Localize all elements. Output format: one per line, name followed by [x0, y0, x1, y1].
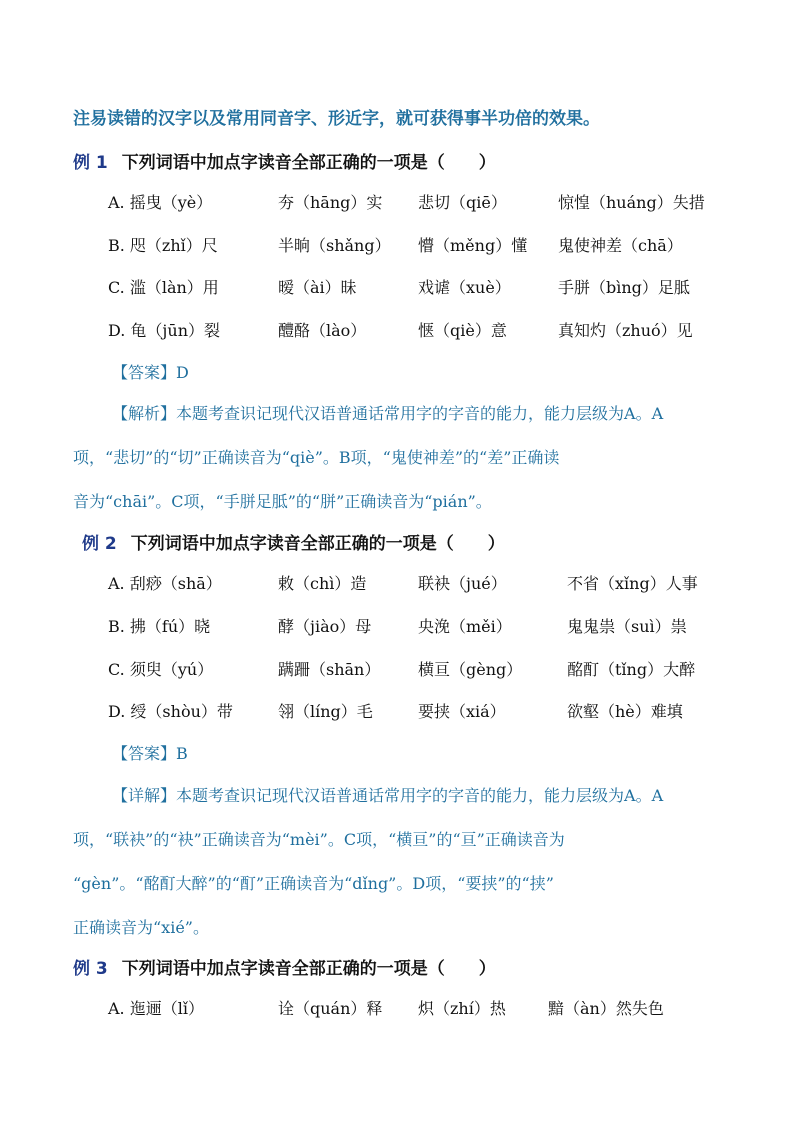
option-b-4: 鬼鬼祟（suì）祟 — [567, 617, 687, 636]
option-c-1: C. 滥（làn）用 — [108, 278, 219, 297]
explanation-text: 本题考查识记现代汉语普通话常用字的字音的能力，能力层级为A。A — [176, 404, 664, 423]
option-a-3: 炽（zhí）热 — [418, 999, 506, 1018]
explanation-line: 正确读音为“xié”。 — [73, 918, 209, 937]
option-b-2: 半晌（shǎng） — [278, 236, 391, 255]
option-b-4: 鬼使神差（chā） — [558, 236, 683, 255]
example-number: 例 3 — [73, 959, 108, 979]
option-c-4: 酩酊（tǐng）大醉 — [567, 660, 696, 679]
option-a-2: 诠（quán）释 — [278, 999, 383, 1018]
explanation-line: 音为“chāi”。C项，“手胼足胝”的“胼”正确读音为“pián”。 — [73, 492, 492, 511]
option-a-4: 黯（àn）然失色 — [548, 999, 664, 1018]
explanation-tag: 【详解】 — [112, 786, 177, 805]
answer-value: B — [176, 744, 188, 763]
option-a-2: 夯（hāng）实 — [278, 193, 383, 212]
option-b-3: 央浼（měi） — [418, 617, 512, 636]
option-a-3: 悲切（qiē） — [418, 193, 507, 212]
explanation-line — [73, 782, 663, 809]
option-d-4: 真知灼（zhuó）见 — [558, 321, 693, 340]
option-a-3: 联袂（jué） — [418, 574, 507, 593]
explanation — [73, 400, 663, 515]
option-c-4: 手胼（bìng）足胝 — [558, 278, 690, 297]
explanation-text: 本题考查识记现代汉语普通话常用字的字音的能力，能力层级为A。A — [176, 786, 664, 805]
explanation-line — [73, 400, 663, 427]
option-d-2: 翎（líng）毛 — [278, 702, 373, 721]
option-c-2: 暧（ài）昧 — [278, 278, 357, 297]
intro-text: 注易读错的汉字以及常用同音字、形近字，就可获得事半功倍的效果。 — [73, 109, 600, 129]
option-d-1: D. 龟（jūn）裂 — [108, 321, 221, 340]
option-d-3: 要挟（xiá） — [418, 702, 506, 721]
example-2-heading — [82, 529, 505, 554]
answer-tag: 【答案】 — [112, 744, 177, 763]
option-d-4: 欲壑（hè）难填 — [567, 702, 683, 721]
option-c-3: 戏谑（xuè） — [418, 278, 511, 297]
option-c-1: C. 须臾（yú） — [108, 660, 214, 679]
option-a-1: A. 刮痧（shā） — [108, 574, 222, 593]
example-number: 例 2 — [82, 534, 117, 554]
option-b-3: 懵（měng）懂 — [418, 236, 528, 255]
explanation-line: 项，“悲切”的“切”正确读音为“qiè”。B项，“鬼使神差”的“差”正确读 — [73, 448, 560, 467]
explanation-line: “gèn”。“酩酊大醉”的“酊”正确读音为“dǐng”。D项，“要挟”的“挟” — [73, 874, 554, 893]
option-d-3: 惬（qiè）意 — [418, 321, 507, 340]
option-a-1: A. 迤逦（lǐ） — [108, 999, 204, 1018]
question-text: 下列词语中加点字读音全部正确的一项是（ ） — [130, 534, 505, 554]
option-a-2: 敕（chì）造 — [278, 574, 367, 593]
option-a-1: A. 摇曳（yè） — [108, 193, 213, 212]
option-d-2: 醴酪（lào） — [278, 321, 367, 340]
answer-tag: 【答案】 — [112, 363, 177, 382]
option-c-2: 蹒跚（shān） — [278, 660, 381, 679]
explanation-line: 项，“联袂”的“袂”正确读音为“mèi”。C项，“横亘”的“亘”正确读音为 — [73, 830, 565, 849]
question-text: 下列词语中加点字读音全部正确的一项是（ ） — [121, 959, 496, 979]
option-c-3: 横亘（gèng） — [418, 660, 523, 679]
option-a-4: 不省（xǐng）人事 — [567, 574, 698, 593]
question-text: 下列词语中加点字读音全部正确的一项是（ ） — [121, 153, 496, 173]
example-number: 例 1 — [73, 153, 108, 173]
answer-value: D — [176, 363, 189, 382]
explanation-tag: 【解析】 — [112, 404, 177, 423]
option-d-1: D. 绶（shòu）带 — [108, 702, 233, 721]
example-1-heading — [73, 148, 496, 173]
option-b-1: B. 咫（zhǐ）尺 — [108, 236, 218, 255]
answer-line — [112, 741, 188, 764]
answer-line — [112, 360, 189, 383]
example-3-heading — [73, 954, 496, 979]
option-b-2: 酵（jiào）母 — [278, 617, 372, 636]
explanation — [73, 782, 663, 941]
option-b-1: B. 拂（fú）晓 — [108, 617, 211, 636]
option-a-4: 惊惶（huáng）失措 — [558, 193, 705, 212]
